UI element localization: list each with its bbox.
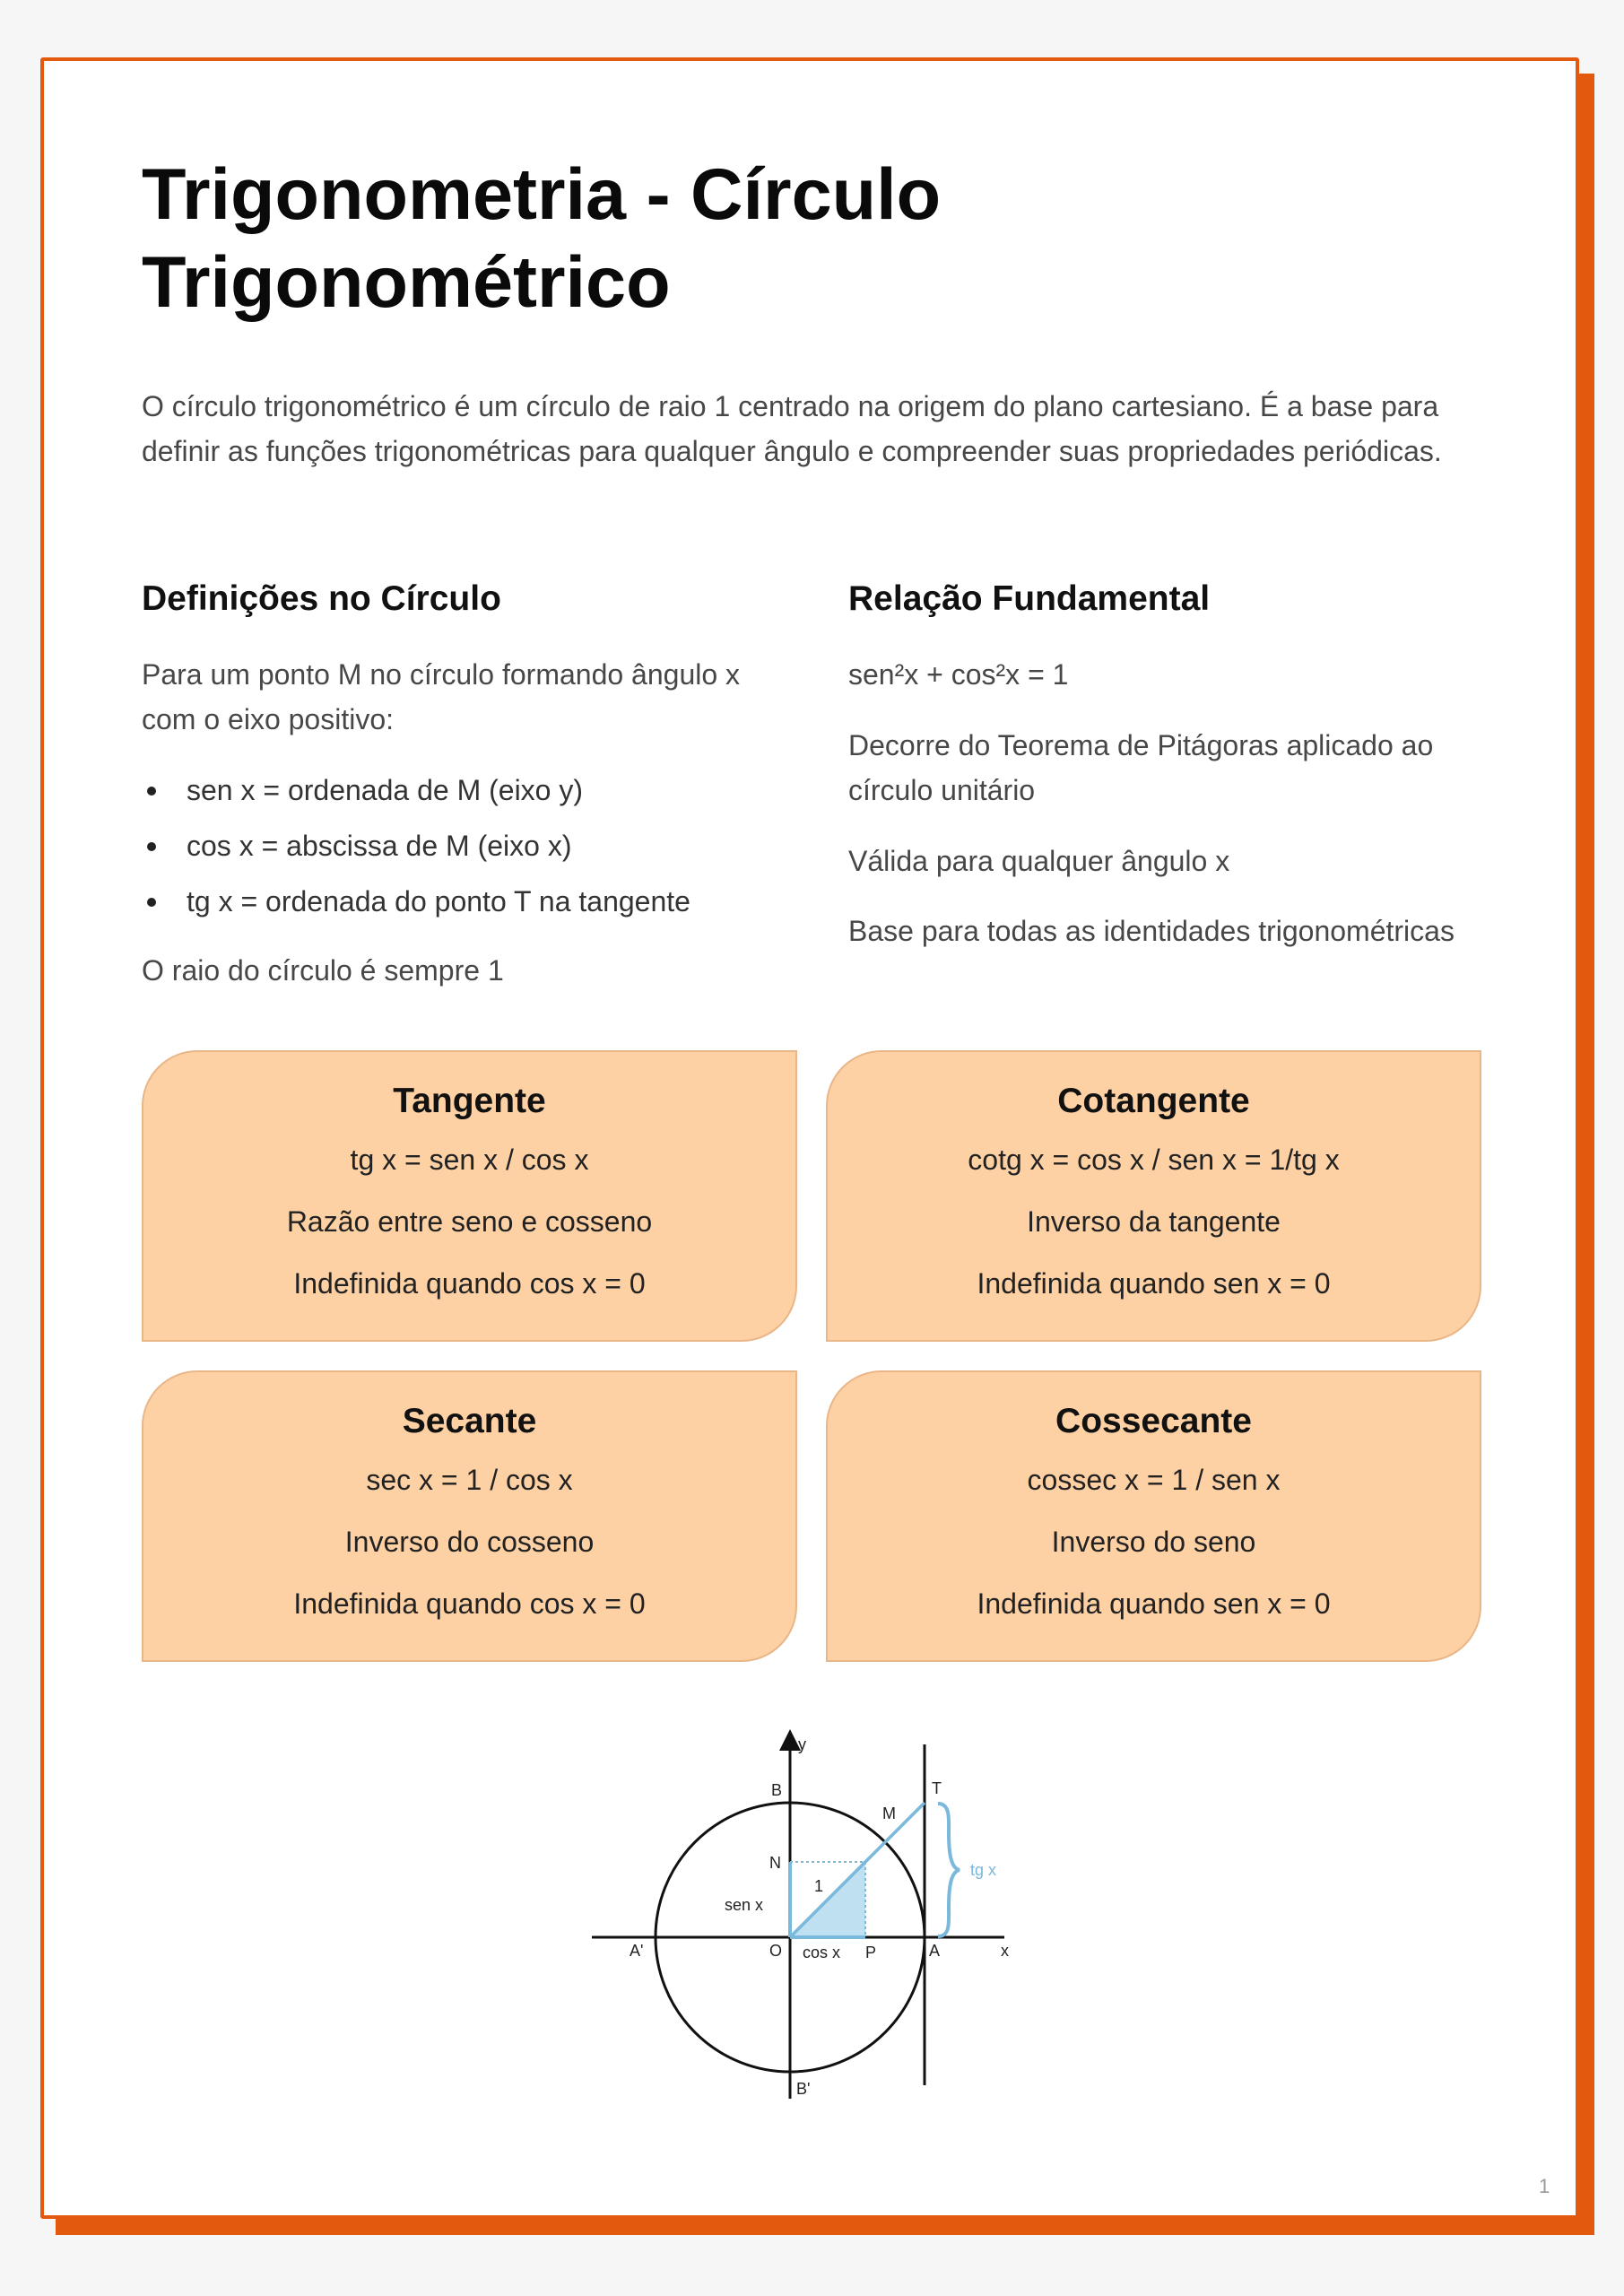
list-item: cos x = abscissa de M (eixo x) <box>142 823 690 879</box>
label-n: N <box>769 1854 781 1872</box>
card-title: Cotangente <box>1057 1082 1250 1120</box>
fundamental-line: Base para todas as identidades trigonométricas <box>848 915 1455 947</box>
list-item: tg x = ordenada do ponto T na tangente <box>142 879 690 935</box>
label-a: A <box>929 1942 941 1960</box>
label-t: T <box>932 1779 942 1797</box>
fundamental-formula: sen²x + cos²x = 1 <box>848 658 1069 691</box>
label-p: P <box>865 1944 877 1961</box>
card-cossecante <box>826 1370 1481 1662</box>
card-secante <box>142 1370 797 1662</box>
page-title: Trigonometria - Círculo Trigonométrico <box>142 154 942 323</box>
label-m: M <box>882 1805 896 1822</box>
trig-circle-diagram <box>583 1726 1013 2103</box>
card-note: Indefinida quando cos x = 0 <box>293 1267 646 1300</box>
list-item: sen x = ordenada de M (eixo y) <box>142 768 690 823</box>
label-x: x <box>1001 1942 1009 1960</box>
fundamental-heading: Relação Fundamental <box>848 579 1211 618</box>
label-radius: 1 <box>814 1877 824 1895</box>
definitions-note: O raio do círculo é sempre 1 <box>142 954 504 987</box>
card-formula: sec x = 1 / cos x <box>366 1464 573 1496</box>
card-formula: cossec x = 1 / sen x <box>1027 1464 1281 1496</box>
card-note: Indefinida quando cos x = 0 <box>293 1587 646 1620</box>
label-b-prime: B' <box>796 2080 811 2098</box>
card-description: Inverso do cosseno <box>344 1526 595 1558</box>
card-cotangente <box>826 1050 1481 1342</box>
card-title: Tangente <box>393 1082 546 1120</box>
label-o: O <box>769 1942 783 1960</box>
card-title: Cossecante <box>1055 1402 1252 1440</box>
intro-paragraph: O círculo trigonométrico é um círculo de raio 1 centrado na origem do plano cartesiano. É a base para definir as funções trigonométricas para qualquer ângulo e compreender suas propriedades periódicas. <box>142 390 1442 467</box>
fundamental-line: Válida para qualquer ângulo x <box>848 845 1230 877</box>
page-number: 1 <box>1539 2175 1550 2197</box>
label-b: B <box>771 1781 783 1799</box>
label-tg: tg x <box>970 1861 997 1879</box>
card-description: Razão entre seno e cosseno <box>286 1205 653 1238</box>
card-description: Inverso do seno <box>1051 1526 1256 1558</box>
definitions-lead: Para um ponto M no círculo formando ângulo x com o eixo positivo: <box>142 658 741 735</box>
card-formula: tg x = sen x / cos x <box>350 1144 589 1176</box>
card-title: Secante <box>402 1402 537 1440</box>
card-tangente <box>142 1050 797 1342</box>
fundamental-line: Decorre do Teorema de Pitágoras aplicado ao círculo unitário <box>848 729 1434 806</box>
card-note: Indefinida quando sen x = 0 <box>977 1267 1331 1300</box>
definitions-list <box>142 768 690 935</box>
label-cos: cos x <box>803 1944 841 1961</box>
label-sen: sen x <box>725 1896 764 1914</box>
label-a-prime: A' <box>630 1942 644 1960</box>
card-note: Indefinida quando sen x = 0 <box>977 1587 1331 1620</box>
definitions-heading: Definições no Círculo <box>142 579 501 618</box>
card-description: Inverso da tangente <box>1027 1205 1281 1238</box>
card-formula: cotg x = cos x / sen x = 1/tg x <box>968 1144 1340 1176</box>
tg-brace <box>938 1804 960 1936</box>
label-y: y <box>798 1735 806 1753</box>
